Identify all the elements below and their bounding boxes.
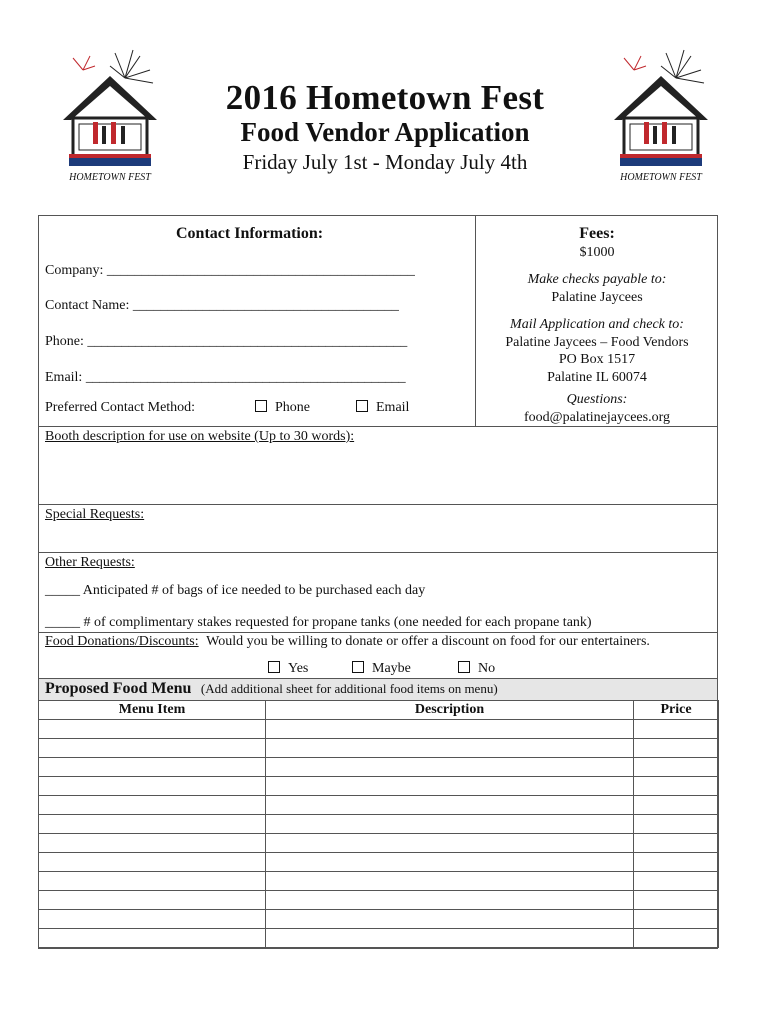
phone-line[interactable]: _______________________________________________ [87, 334, 407, 349]
company-field[interactable] [45, 263, 415, 279]
mail-address-line1: Palatine Jaycees – Food Vendors [505, 335, 689, 350]
price-cell[interactable] [634, 815, 719, 834]
menu-item-column-header: Menu Item [39, 701, 266, 720]
donation-no-option[interactable] [458, 661, 495, 677]
no-label: No [478, 661, 496, 676]
phone-checkbox[interactable] [255, 400, 267, 412]
description-cell[interactable] [266, 739, 634, 758]
description-cell[interactable] [266, 834, 634, 853]
mail-label: Mail Application and check to: [510, 317, 684, 332]
table-row [39, 720, 719, 739]
price-cell[interactable] [634, 758, 719, 777]
description-cell[interactable] [266, 891, 634, 910]
preferred-email-option[interactable] [356, 400, 409, 416]
price-cell[interactable] [634, 739, 719, 758]
event-dates: Friday July 1st - Monday July 4th [242, 150, 528, 174]
description-cell[interactable] [266, 872, 634, 891]
menu-item-cell[interactable] [39, 929, 266, 948]
contact-heading: Contact Information: [176, 225, 324, 242]
menu-table-header [39, 701, 719, 720]
email-option-label: Email [376, 400, 410, 415]
page-subtitle: Food Vendor Application [240, 117, 530, 147]
menu-item-cell[interactable] [39, 853, 266, 872]
contact-name-field[interactable] [45, 298, 399, 314]
phone-option-label: Phone [275, 400, 310, 415]
table-row [39, 929, 719, 948]
logo-text: HOMETOWN FEST [69, 172, 151, 183]
section-divider [38, 426, 718, 427]
ice-request[interactable]: _____ Anticipated # of bags of ice needed to be purchased each day [45, 583, 426, 598]
menu-item-cell[interactable] [39, 758, 266, 777]
phone-label: Phone: [45, 334, 84, 349]
email-line[interactable]: _______________________________________________ [85, 370, 406, 385]
table-row [39, 796, 719, 815]
donation-yes-option[interactable] [268, 661, 308, 677]
description-cell[interactable] [266, 720, 634, 739]
price-column-header: Price [634, 701, 719, 720]
menu-item-cell[interactable] [39, 739, 266, 758]
table-row [39, 777, 719, 796]
description-cell[interactable] [266, 815, 634, 834]
email-checkbox[interactable] [356, 400, 368, 412]
menu-heading: Proposed Food Menu [45, 680, 192, 697]
menu-item-cell[interactable] [39, 872, 266, 891]
mail-address-line2: PO Box 1517 [558, 352, 636, 367]
stakes-request[interactable]: _____ # of complimentary stakes requested for propane tanks (one needed for each propane tank) [45, 615, 592, 630]
company-line[interactable]: ____________________________________________ [106, 263, 415, 278]
price-cell[interactable] [634, 891, 719, 910]
section-divider [38, 504, 718, 505]
contact-name-label: Contact Name: [45, 298, 130, 313]
price-cell[interactable] [634, 777, 719, 796]
fees-heading: Fees: [579, 225, 615, 242]
table-row [39, 815, 719, 834]
no-checkbox[interactable] [458, 661, 470, 673]
questions-email[interactable]: food@palatinejaycees.org [524, 410, 670, 425]
questions-label: Questions: [566, 392, 628, 407]
yes-checkbox[interactable] [268, 661, 280, 673]
table-row [39, 758, 719, 777]
phone-field[interactable] [45, 334, 407, 350]
maybe-label: Maybe [372, 661, 411, 676]
table-row [39, 872, 719, 891]
booth-description-label: Booth description for use on website (Up to 30 words): [45, 429, 355, 444]
menu-item-cell[interactable] [39, 720, 266, 739]
yes-label: Yes [288, 661, 309, 676]
description-cell[interactable] [266, 796, 634, 815]
preferred-phone-option[interactable] [255, 400, 310, 416]
donations-question: Would you be willing to donate or offer a discount on food for our entertainers. [206, 634, 650, 649]
contact-name-line[interactable]: ______________________________________ [132, 298, 399, 313]
description-cell[interactable] [266, 929, 634, 948]
booth-description-area[interactable] [40, 448, 716, 502]
price-cell[interactable] [634, 853, 719, 872]
price-cell[interactable] [634, 720, 719, 739]
menu-item-cell[interactable] [39, 815, 266, 834]
menu-item-cell[interactable] [39, 910, 266, 929]
other-requests-label: Other Requests: [45, 555, 135, 570]
table-row [39, 739, 719, 758]
menu-item-cell[interactable] [39, 891, 266, 910]
table-row [39, 853, 719, 872]
description-cell[interactable] [266, 910, 634, 929]
price-cell[interactable] [634, 910, 719, 929]
price-cell[interactable] [634, 872, 719, 891]
maybe-checkbox[interactable] [352, 661, 364, 673]
mail-address-line3: Palatine IL 60074 [547, 370, 647, 385]
email-field[interactable] [45, 370, 405, 386]
price-cell[interactable] [634, 796, 719, 815]
price-cell[interactable] [634, 929, 719, 948]
page-title: 2016 Hometown Fest [225, 78, 545, 117]
donations-row [45, 634, 650, 650]
menu-item-cell[interactable] [39, 834, 266, 853]
table-row [39, 910, 719, 929]
email-label: Email: [45, 370, 83, 385]
description-cell[interactable] [266, 853, 634, 872]
donations-label: Food Donations/Discounts: [45, 634, 199, 649]
table-row [39, 834, 719, 853]
section-divider [38, 632, 718, 633]
menu-note: (Add additional sheet for additional food items on menu) [200, 681, 498, 696]
logo-text: HOMETOWN FEST [620, 172, 702, 183]
menu-item-cell[interactable] [39, 796, 266, 815]
menu-heading-row [45, 680, 498, 698]
preferred-contact-label: Preferred Contact Method: [45, 400, 196, 415]
description-column-header: Description [266, 701, 634, 720]
menu-table [38, 700, 719, 948]
table-row [39, 891, 719, 910]
description-cell[interactable] [266, 777, 634, 796]
section-divider [38, 552, 718, 553]
fee-amount: $1000 [579, 245, 615, 260]
menu-item-cell[interactable] [39, 777, 266, 796]
payable-to: Palatine Jaycees [551, 290, 643, 305]
donation-maybe-option[interactable] [352, 661, 411, 677]
payable-label: Make checks payable to: [527, 272, 667, 287]
special-requests-label: Special Requests: [45, 507, 145, 522]
price-cell[interactable] [634, 834, 719, 853]
special-requests-area[interactable] [40, 526, 716, 550]
company-label: Company: [45, 263, 104, 278]
description-cell[interactable] [266, 758, 634, 777]
